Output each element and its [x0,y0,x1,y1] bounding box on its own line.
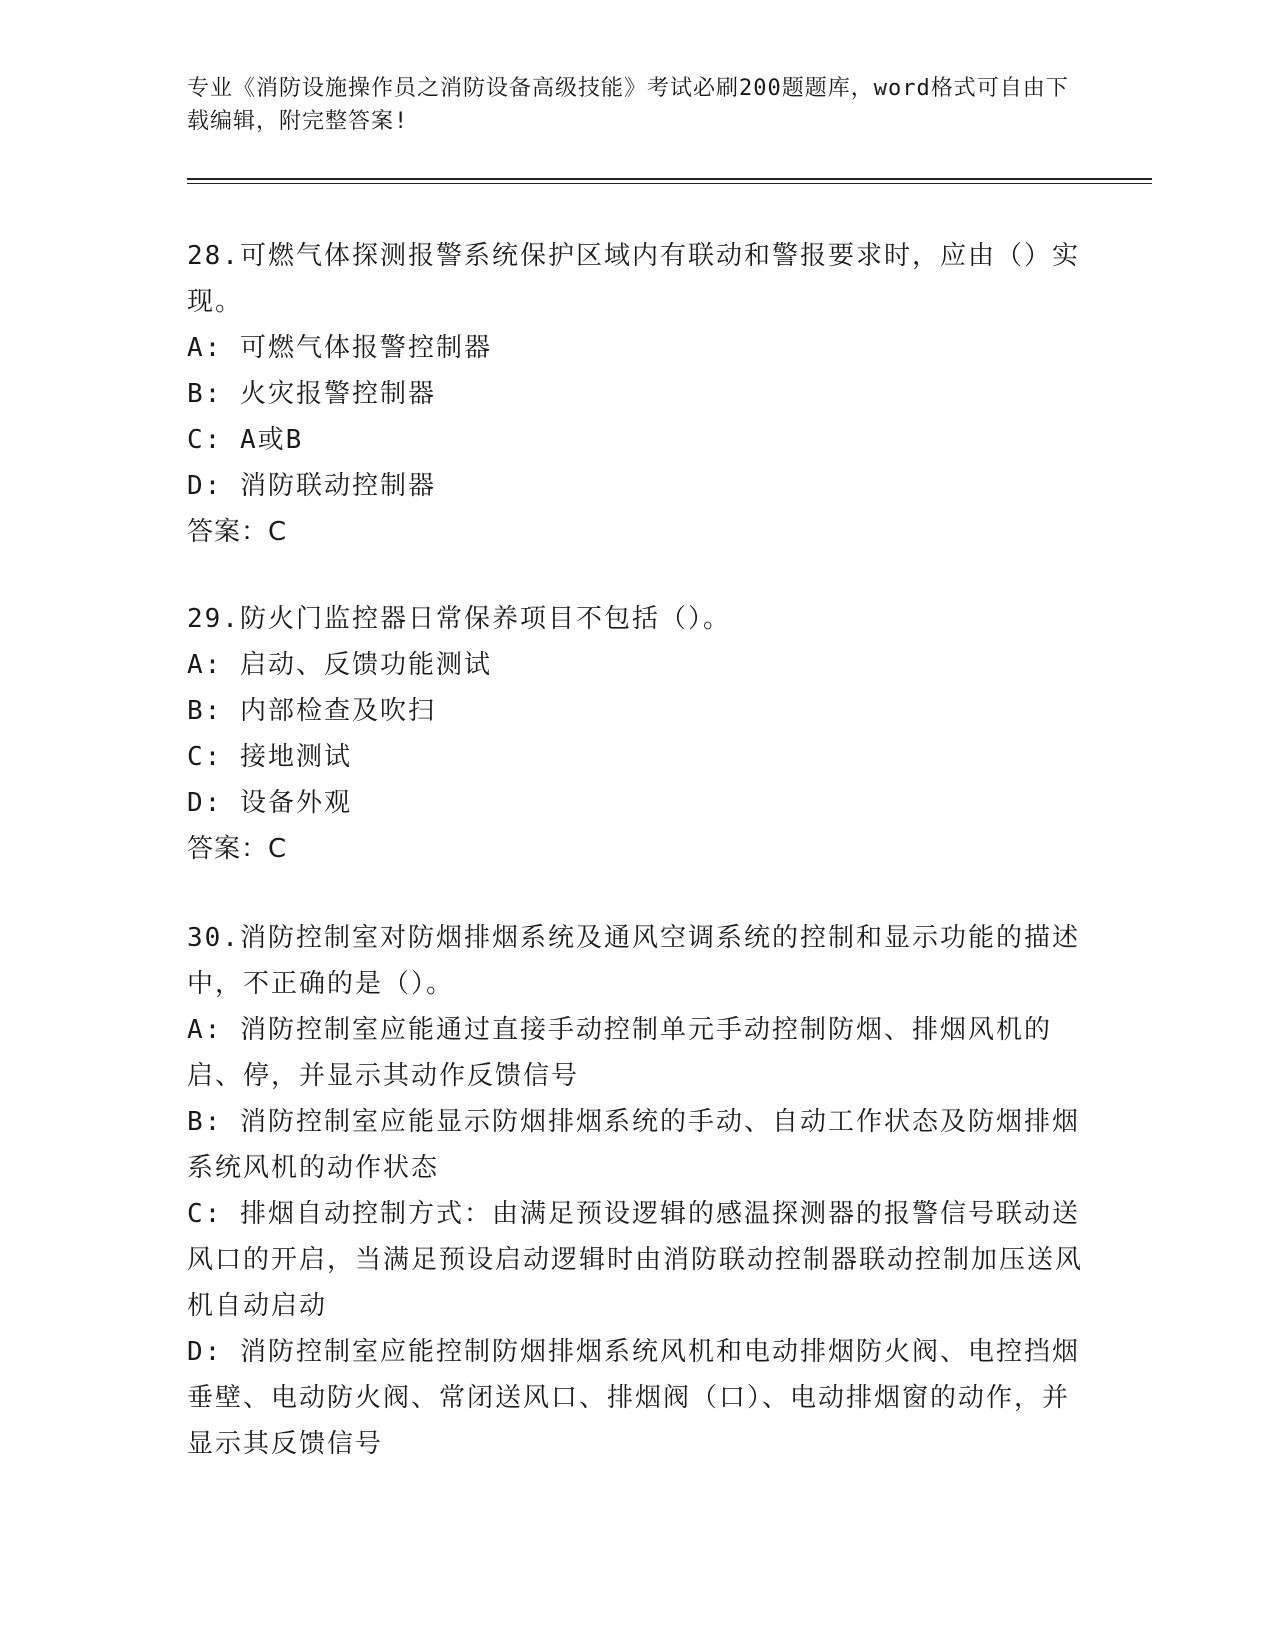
option-b: B: 消防控制室应能显示防烟排烟系统的手动、自动工作状态及防烟排烟系统风机的动作状态 [187,1107,1080,1183]
question-stem: 29.防火门监控器日常保养项目不包括（）。 [187,604,731,634]
option-c: C: 排烟自动控制方式：由满足预设逻辑的感温探测器的报警信号联动送风口的开启，当满足预设启动逻辑时由消防联动控制器联动控制加压送风机自动启动 [187,1199,1084,1321]
header-divider-thick [187,178,1152,180]
option-c: C: A或B [187,425,304,455]
option-a: A: 可燃气体报警控制器 [187,333,492,363]
question-30 [187,915,1087,1467]
header-divider-thin [187,183,1152,184]
question-stem: 30.消防控制室对防烟排烟系统及通风空调系统的控制和显示功能的描述中，不正确的是（）。 [187,923,1080,999]
option-d: D: 设备外观 [187,788,352,818]
answer-line: 答案：C [187,517,288,547]
option-b: B: 火灾报警控制器 [187,379,436,409]
option-a: A: 消防控制室应能通过直接手动控制单元手动控制防烟、排烟风机的启、停，并显示其动作反馈信号 [187,1015,1052,1091]
option-d: D: 消防控制室应能控制防烟排烟系统风机和电动排烟防火阀、电控挡烟垂壁、电动防火阀、常闭送风口、排烟阀（口）、电动排烟窗的动作，并显示其反馈信号 [187,1337,1080,1459]
option-d: D: 消防联动控制器 [187,471,436,501]
option-c: C: 接地测试 [187,742,352,772]
option-a: A: 启动、反馈功能测试 [187,650,492,680]
page-header-text: 专业《消防设施操作员之消防设备高级技能》考试必刷200题题库，word格式可自由下载编辑，附完整答案! [187,76,1069,134]
option-b: B: 内部检查及吹扫 [187,696,436,726]
question-28 [187,233,1087,555]
question-stem: 28.可燃气体探测报警系统保护区域内有联动和警报要求时，应由（）实现。 [187,241,1080,317]
answer-line: 答案：C [187,834,288,864]
question-29 [187,596,1087,872]
